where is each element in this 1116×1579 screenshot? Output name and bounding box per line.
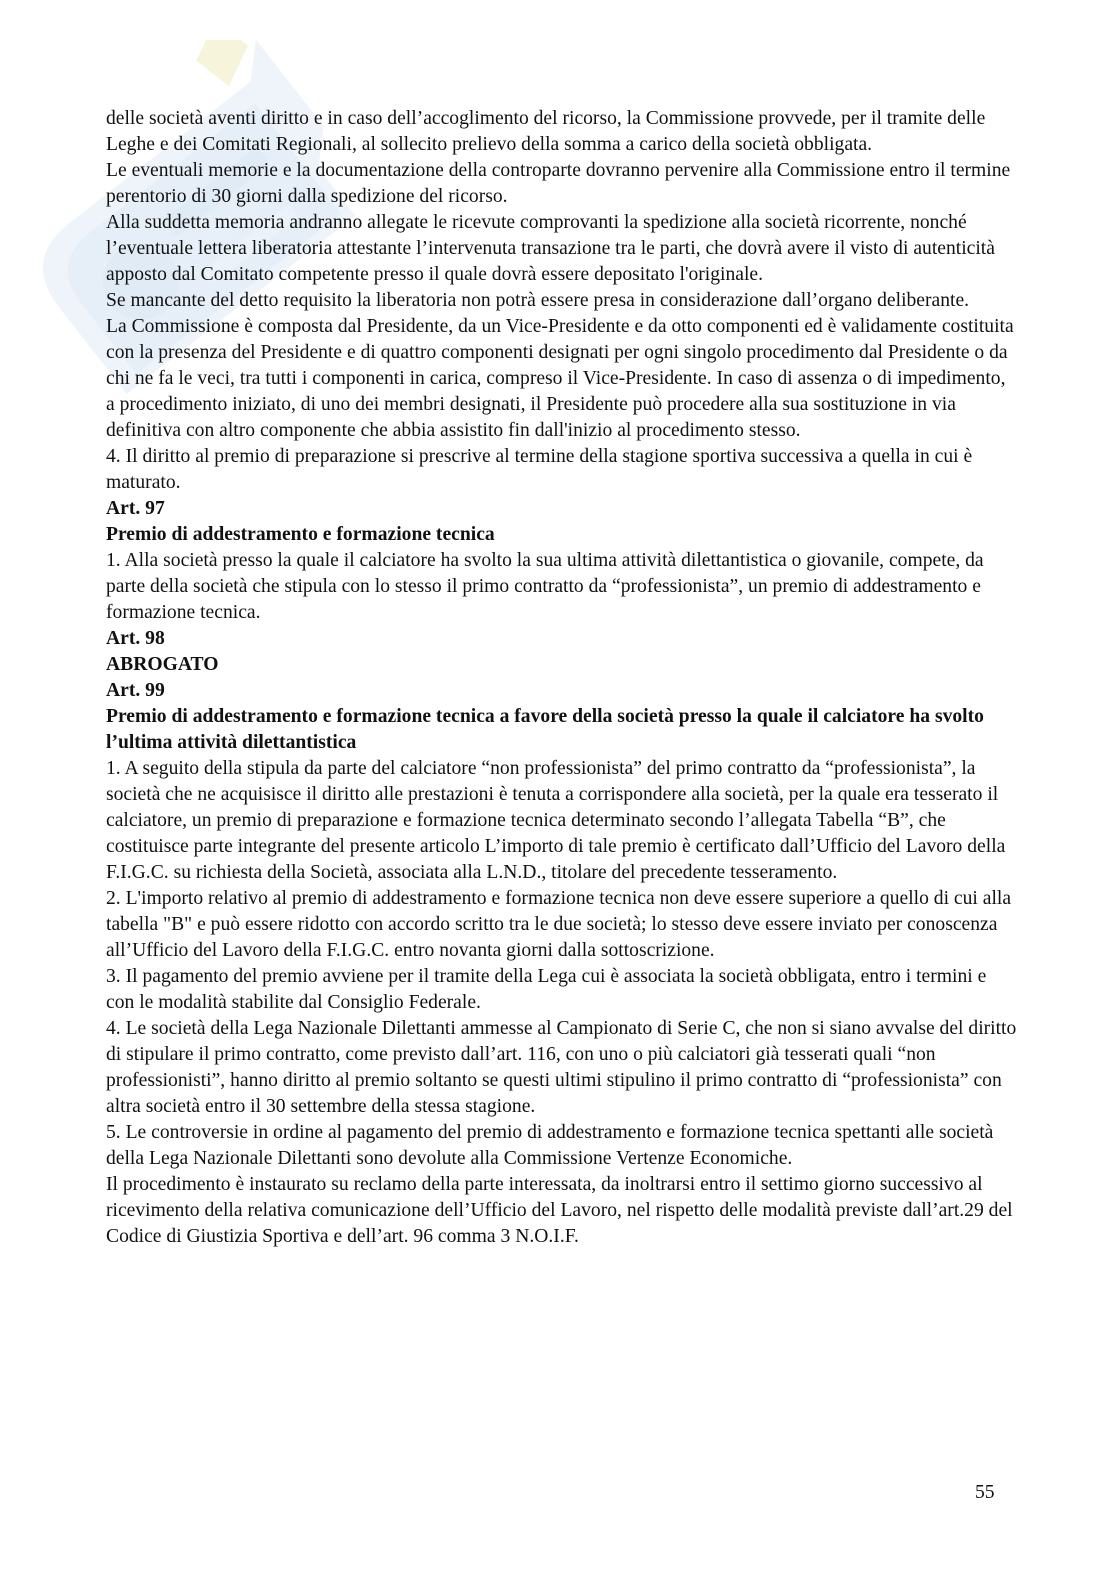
article-heading-98: Art. 98 — [106, 628, 165, 649]
article-title-98: ABROGATO — [106, 654, 219, 675]
paragraph-commissione: La Commissione è composta dal Presidente, da un Vice-Presidente e da otto componenti ed è validamente costituita con la presenza del Presidente e di quattro componenti designati per ogni singolo procedimento dal Presidente o da chi ne fa le veci, tra tutti i componenti in carica, compreso il Vice-Presidente. In caso di assenza o di impedimento, a procedimento iniziato, di uno dei membri designati, il Presidente può procedere alla sua sostituzione in via definitiva con altro componente che abbia assistito fin dall'inizio al procedimento stesso. — [106, 316, 1014, 441]
paragraph-memorie: Le eventuali memorie e la documentazione della controparte dovranno pervenire alla Commissione entro il termine perentorio di 30 giorni dalla spedizione del ricorso. — [106, 160, 1011, 207]
paragraph-art97-1: 1. Alla società presso la quale il calciatore ha svolto la sua ultima attività dilettantistica o giovanile, compete, da parte della società che stipula con lo stesso il primo contratto da “professionista”, un premio di addestramento e formazione tecnica. — [106, 550, 984, 623]
paragraph-allegati: Alla suddetta memoria andranno allegate le ricevute comprovanti la spedizione alla società ricorrente, nonché l’eventuale lettera liberatoria attestante l’intervenuta transazione tra le parti, che dovrà avere il visto di autenticità apposto dal Comitato competente presso il quale dovrà essere depositato l'originale. — [106, 212, 995, 285]
article-title-97: Premio di addestramento e formazione tecnica — [106, 524, 495, 545]
paragraph-procedimento: Il procedimento è instaurato su reclamo della parte interessata, da inoltrarsi entro il settimo giorno successivo al ricevimento della relativa comunicazione dell’Ufficio del Lavoro, nel rispetto delle modalità previste dall’art.29 del Codice di Giustizia Sportiva e dell’art. 96 comma 3 N.O.I.F. — [106, 1174, 1013, 1247]
paragraph-prescrizione: 4. Il diritto al premio di preparazione si prescrive al termine della stagione sportiva successiva a quella in cui è maturato. — [106, 446, 973, 493]
paragraph-art99-1: 1. A seguito della stipula da parte del calciatore “non professionista” del primo contratto da “professionista”, la società che ne acquisisce il diritto alle prestazioni è tenuta a corrispondere alla società, per la quale era tesserato il calciatore, un premio di preparazione e formazione tecnica determinato secondo l’allegata Tabella “B”, che costituisce parte integrante del presente articolo L’importo di tale premio è certificato dall’Ufficio del Lavoro della F.I.G.C. su richiesta della Società, associata alla L.N.D., titolare del precedente tesseramento. — [106, 758, 1006, 883]
paragraph-art99-5: 5. Le controversie in ordine al pagamento del premio di addestramento e formazione tecnica spettanti alle società della Lega Nazionale Dilettanti sono devolute alla Commissione Vertenze Economiche. — [106, 1122, 994, 1169]
paragraph-continuation: delle società aventi diritto e in caso dell’accoglimento del ricorso, la Commissione provvede, per il tramite delle Leghe e dei Comitati Regionali, al sollecito prelievo della somma a carico della società obbligata. — [106, 108, 986, 155]
article-title-99: Premio di addestramento e formazione tecnica a favore della società presso la quale il calciatore ha svolto l’ultima attività dilettantistica — [106, 706, 984, 753]
article-heading-97: Art. 97 — [106, 498, 165, 519]
paragraph-liberatoria: Se mancante del detto requisito la liberatoria non potrà essere presa in considerazione dall’organo deliberante. — [106, 290, 970, 311]
paragraph-art99-3: 3. Il pagamento del premio avviene per il tramite della Lega cui è associata la società obbligata, entro i termini e con le modalità stabilite dal Consiglio Federale. — [106, 966, 987, 1013]
document-body — [106, 106, 1018, 1250]
page-number: 55 — [975, 1482, 995, 1503]
paragraph-art99-4: 4. Le società della Lega Nazionale Dilettanti ammesse al Campionato di Serie C, che non si siano avvalse del diritto di stipulare il primo contratto, come previsto dall’art. 116, con uno o più calciatori già tesserati quali “non professionisti”, hanno diritto al premio soltanto se questi ultimi stipulino il primo contratto di “professionista” con altra società entro il 30 settembre della stessa stagione. — [106, 1018, 1017, 1117]
article-heading-99: Art. 99 — [106, 680, 165, 701]
paragraph-art99-2: 2. L'importo relativo al premio di addestramento e formazione tecnica non deve essere superiore a quello di cui alla tabella "B" e può essere ridotto con accordo scritto tra le due società; lo stesso deve essere inviato per conoscenza all’Ufficio del Lavoro della F.I.G.C. entro novanta giorni dalla sottoscrizione. — [106, 888, 1012, 961]
